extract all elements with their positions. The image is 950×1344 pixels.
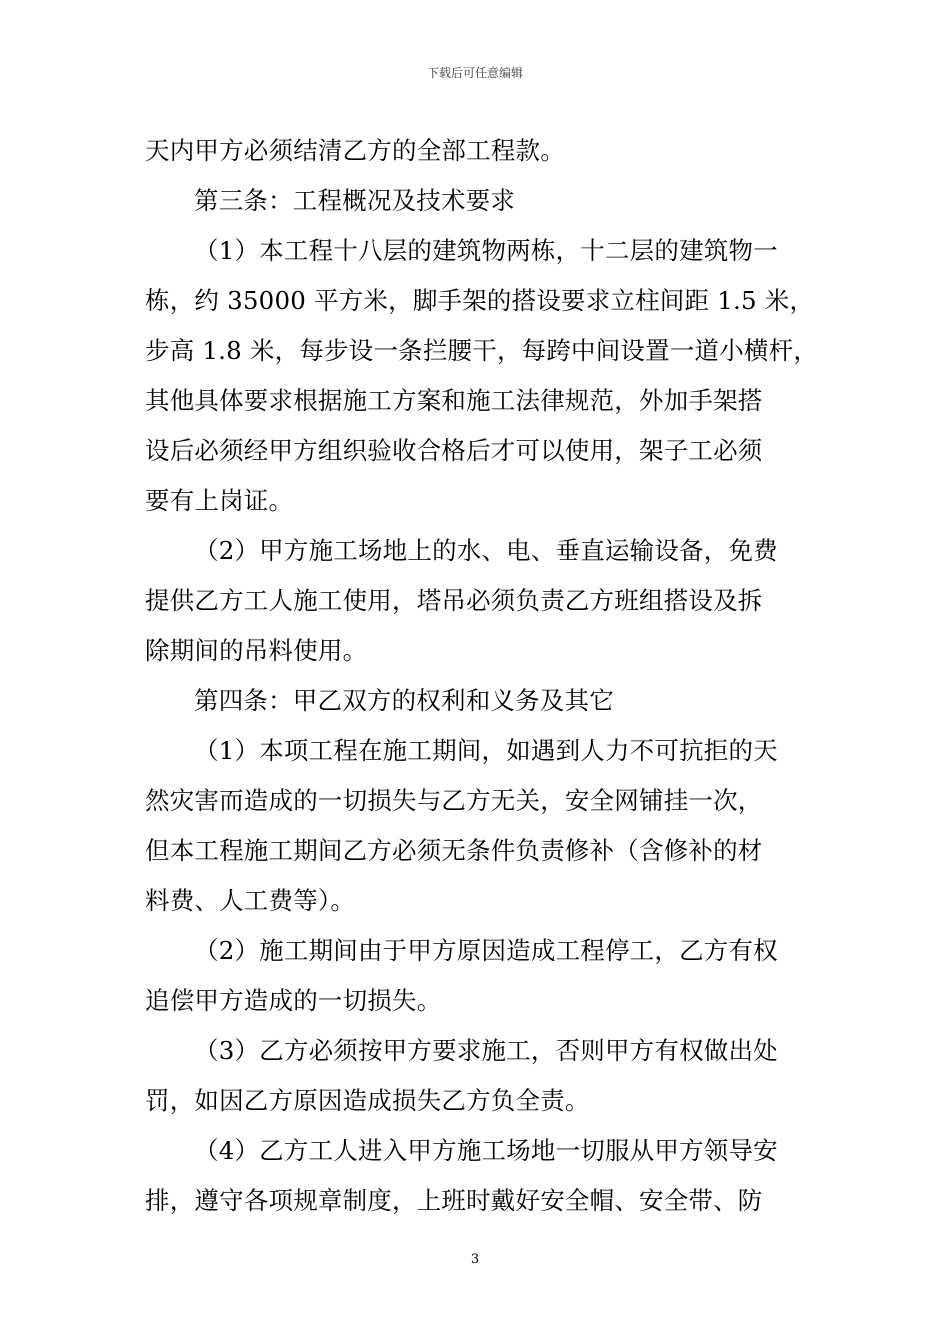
body-line: （1）本工程十八层的建筑物两栋，十二层的建筑物一 (194, 236, 778, 265)
section-heading: 第三条：工程概况及技术要求 (194, 186, 516, 215)
body-line: 料费、人工费等）。 (145, 886, 356, 915)
body-line: （2）甲方施工场地上的水、电、垂直运输设备，免费 (194, 536, 778, 565)
body-line: 要有上岗证。 (145, 486, 294, 515)
body-line: 然灾害而造成的一切损失与乙方无关，安全网铺挂一次， (145, 786, 763, 815)
page-number: 3 (470, 1252, 480, 1267)
body-line: 提供乙方工人施工使用，塔吊必须负责乙方班组搭设及拆 (145, 586, 763, 615)
document-body (145, 126, 819, 1226)
section-heading: 第四条：甲乙双方的权利和义务及其它 (194, 686, 614, 715)
body-line: 其他具体要求根据施工方案和施工法律规范，外加手架搭 (145, 386, 763, 415)
body-line: 罚，如因乙方原因造成损失乙方负全责。 (145, 1086, 590, 1115)
body-line: 除期间的吊料使用。 (145, 636, 368, 665)
body-line: 但本工程施工期间乙方必须无条件负责修补（含修补的材 (145, 836, 763, 865)
body-line: （4）乙方工人进入甲方施工场地一切服从甲方领导安 (194, 1136, 778, 1165)
body-line: 追偿甲方造成的一切损失。 (145, 986, 442, 1015)
body-line: （1）本项工程在施工期间，如遇到人力不可抗拒的天 (194, 736, 778, 765)
body-line: 天内甲方必须结清乙方的全部工程款。 (145, 136, 565, 165)
page-header: 下载后可任意编辑 (426, 66, 523, 80)
body-line: 排，遵守各项规章制度，上班时戴好安全帽、安全带、防 (145, 1186, 763, 1215)
body-line: （3）乙方必须按甲方要求施工，否则甲方有权做出处 (194, 1036, 778, 1065)
body-line: 栋，约 35000 平方米，脚手架的搭设要求立柱间距 1.5 米， (145, 286, 815, 315)
body-line: 步高 1.8 米，每步设一条拦腰干，每跨中间设置一道小横杆， (145, 336, 819, 365)
body-line: （2）施工期间由于甲方原因造成工程停工，乙方有权 (194, 936, 778, 965)
body-line: 设后必须经甲方组织验收合格后才可以使用，架子工必须 (145, 436, 763, 465)
